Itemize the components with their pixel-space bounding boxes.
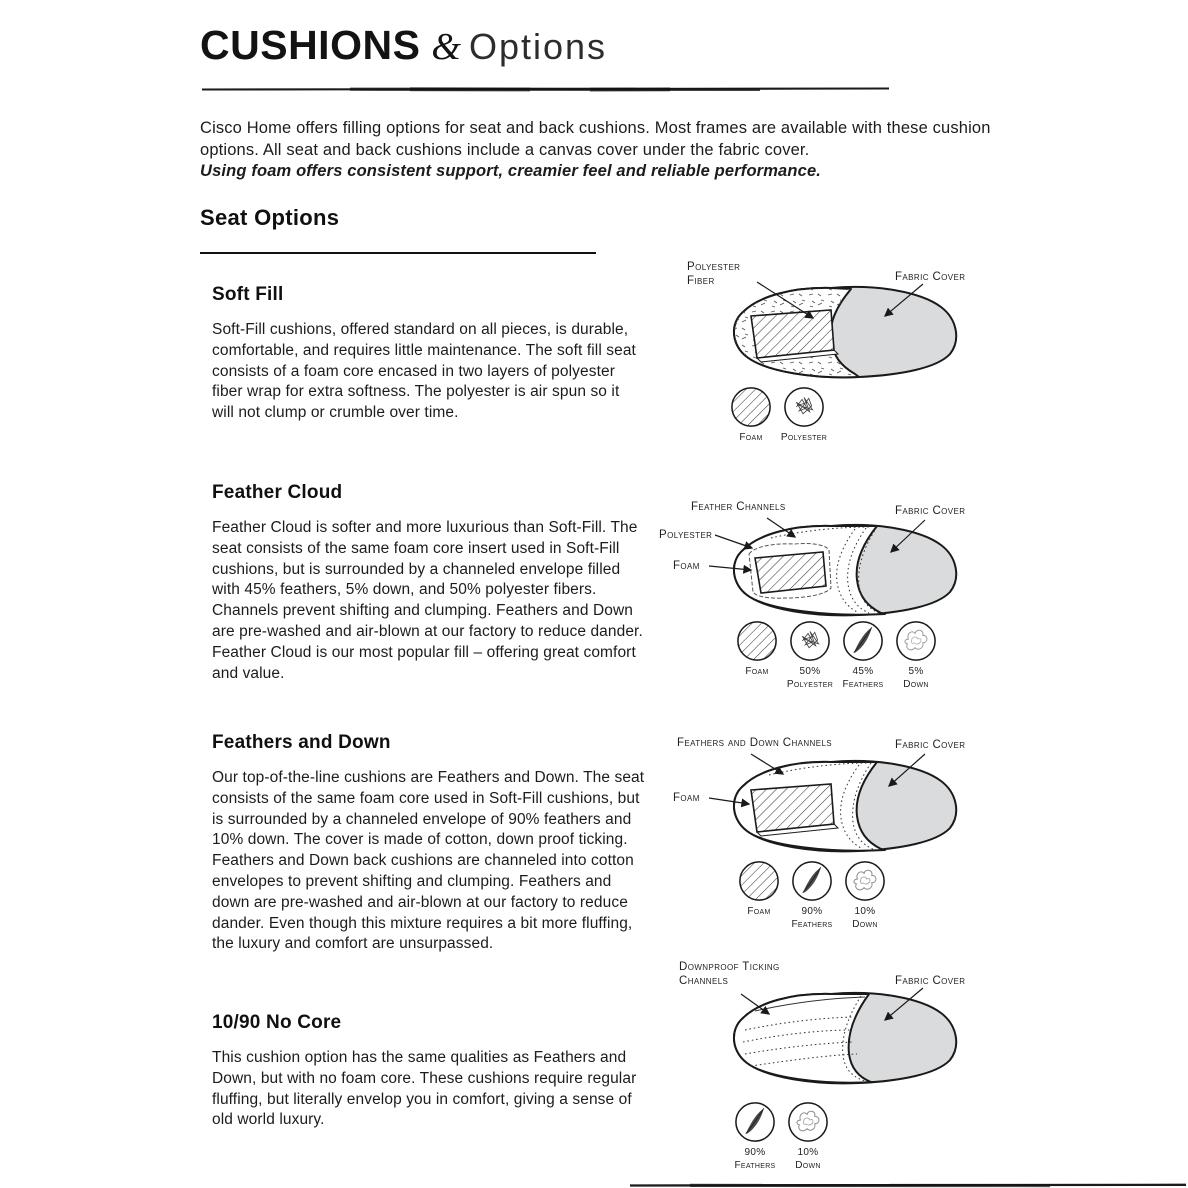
section-body-feathers-down — [212, 768, 645, 955]
callout-fabric-cover: Fabric Cover — [895, 505, 966, 517]
swatch-label: Polyester — [780, 432, 828, 443]
callout-polyester-fiber: Polyester Fiber — [687, 261, 741, 288]
swatch-label: Polyester — [786, 679, 834, 690]
swatch-row — [727, 386, 828, 444]
polyester-swatch-icon — [783, 386, 825, 428]
swatch-label: Feathers — [734, 1160, 776, 1171]
foam-core — [755, 552, 826, 593]
swatch-label: Down — [903, 679, 929, 690]
swatch-label: 90% — [744, 1147, 766, 1158]
callout-fabric-cover: Fabric Cover — [895, 975, 966, 987]
diagram-feather-cloud — [655, 496, 1000, 691]
swatch-5-down — [892, 620, 940, 691]
swatch-label: Feathers — [842, 679, 884, 690]
title-ampersand: & — [431, 26, 461, 68]
swatch-label: Feathers — [791, 919, 833, 930]
callout-arrow — [715, 535, 752, 548]
swatch-label: 50% — [799, 666, 821, 677]
swatch-90-feathers — [731, 1101, 779, 1172]
section-heading-soft-fill: Soft Fill — [212, 284, 284, 305]
hand-drawn-divider — [200, 84, 892, 94]
page-title-sub: Options — [468, 26, 608, 67]
swatch-label: 10% — [797, 1147, 819, 1158]
page-title — [200, 22, 607, 69]
down-swatch-icon — [844, 860, 886, 902]
section-heading-feathers-down: Feathers and Down — [212, 732, 391, 753]
foam-swatch-icon — [730, 386, 772, 428]
seat-options-heading: Seat Options — [200, 205, 340, 230]
swatch-label: Foam — [747, 906, 771, 917]
page-title-main: CUSHIONS — [200, 22, 421, 68]
section-body-soft-fill — [212, 320, 645, 424]
swatch-foam — [735, 860, 783, 931]
callout-foam: Foam — [673, 560, 700, 572]
section-body-text: Our top-of-the-line cushions are Feathers and Down. The seat consists of the same foam core used in Soft-Fill cushions, but is surrounded by a channeled envelope of 90% feathers and 10% down. The cover is made of cotton, down proof ticking. Feathers and Down back cushions are channeled into cotton envelopes to prevent shifting and clumping. Feathers and down are pre-washed and air-blown at our factory to reduce dander. Even though this mixture requires a bit more fluffing, the luxury and comfort are unsurpassed. — [212, 769, 645, 953]
swatch-label: 10% — [854, 906, 876, 917]
foam-swatch-icon — [738, 860, 780, 902]
feather-swatch-icon — [842, 620, 884, 662]
swatch-label: Down — [795, 1160, 821, 1171]
section-body-feather-cloud — [212, 518, 645, 684]
swatch-10-down — [841, 860, 889, 931]
diagram-soft-fill — [655, 258, 1000, 448]
swatch-polyester — [780, 386, 828, 444]
section-body-text: Soft-Fill cushions, offered standard on all pieces, is durable, comfortable, and requires little maintenance. The soft fill seat consists of a foam core encased in two layers of polyester fiber wrap for extra softness. The polyester is air spun so it will not clump or crumble over time. — [212, 321, 636, 422]
down-swatch-icon — [787, 1101, 829, 1143]
intro-paragraph: Cisco Home offers filling options for seat and back cushions. Most frames are available with these cushion options. All seat and back cushions include a canvas cover under the fabric cover. — [200, 119, 991, 159]
section-body-text: Feather Cloud is softer and more luxurious than Soft-Fill. The seat consists of the same foam core insert used in Soft-Fill cushions, but is surrounded by a channeled envelope filled with 45% feathers, 5% down, and 50% polyester fibers. Channels prevent shifting and clumping. Feathers and Down are pre-washed and air-blown at our factory to reduce dander. Feather Cloud is our most popular fill – offering great comfort and value. — [212, 519, 643, 682]
callout-polyester: Polyester — [659, 529, 713, 541]
foam-core — [751, 784, 834, 832]
callout-foam: Foam — [673, 792, 700, 804]
section-heading-feather-cloud: Feather Cloud — [212, 482, 343, 503]
swatch-label: 45% — [852, 666, 874, 677]
callout-feather-channels: Feather Channels — [691, 501, 786, 513]
callout-fabric-cover: Fabric Cover — [895, 739, 966, 751]
foam-core — [751, 310, 834, 358]
diagram-no-core — [655, 958, 1000, 1171]
intro-emphasis: Using foam offers consistent support, creamier feel and reliable performance. — [200, 162, 822, 180]
swatch-foam — [733, 620, 781, 691]
polyester-swatch-icon — [789, 620, 831, 662]
section-body-text: This cushion option has the same qualities as Feathers and Down, but with no foam core. These cushions require regular fluffing, but literally envelop you in comfort, giving a sense of old world luxury. — [212, 1049, 637, 1129]
swatch-row — [733, 620, 940, 691]
section-heading-no-core: 10/90 No Core — [212, 1012, 342, 1033]
section-divider — [200, 252, 596, 254]
swatch-label: 5% — [908, 666, 924, 677]
callout-fabric-cover: Fabric Cover — [895, 271, 966, 283]
swatch-row — [735, 860, 889, 931]
foam-swatch-icon — [736, 620, 778, 662]
swatch-50-polyester — [786, 620, 834, 691]
next-page-rule — [630, 1182, 1188, 1188]
swatch-label: Down — [852, 919, 878, 930]
section-body-no-core — [212, 1048, 640, 1131]
feather-swatch-icon — [734, 1101, 776, 1143]
swatch-45-feathers — [839, 620, 887, 691]
swatch-row — [731, 1101, 832, 1172]
swatch-foam — [727, 386, 775, 444]
swatch-label: Foam — [745, 666, 769, 677]
intro-block — [200, 118, 1000, 183]
swatch-10-down — [784, 1101, 832, 1172]
diagram-feathers-down — [655, 732, 1000, 932]
swatch-label: Foam — [739, 432, 763, 443]
swatch-label: 90% — [801, 906, 823, 917]
feather-swatch-icon — [791, 860, 833, 902]
down-swatch-icon — [895, 620, 937, 662]
callout-feathers-down-channels: Feathers and Down Channels — [677, 737, 833, 749]
swatch-90-feathers — [788, 860, 836, 931]
callout-downproof-ticking-channels: Downproof Ticking Channels — [679, 961, 780, 988]
